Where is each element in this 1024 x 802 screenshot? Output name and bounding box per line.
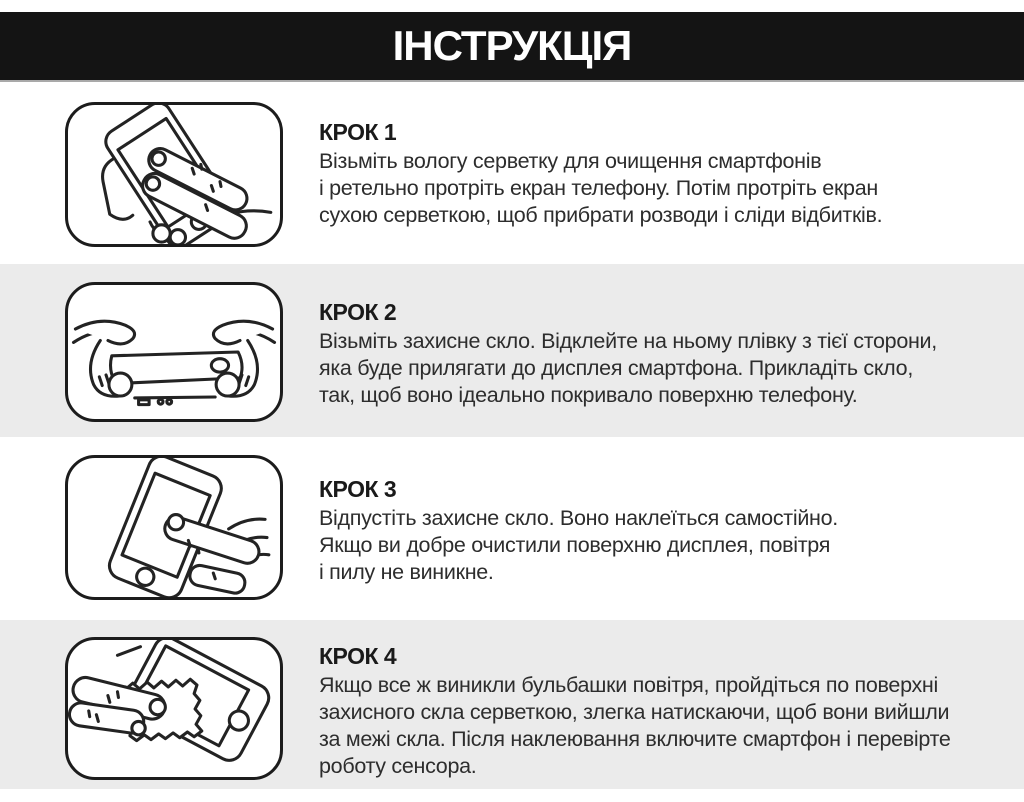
step-4-line-1: Якщо все ж виникли бульбашки повітря, пройдіться по поверхні bbox=[319, 673, 938, 697]
step-4-line-3: за межі скла. Після наклеювання включите смартфон і перевірте bbox=[319, 727, 951, 751]
step-1-line-3: сухою серветкою, щоб прибрати розводи і сліди відбитків. bbox=[319, 203, 883, 227]
step-4-row bbox=[0, 620, 1024, 789]
step-1-title: КРОК 1 bbox=[319, 119, 397, 145]
step-4-title: КРОК 4 bbox=[319, 643, 397, 669]
step-3-line-1: Відпустіть захисне скло. Воно наклеїться самостійно. bbox=[319, 506, 838, 530]
top-margin-strip bbox=[0, 0, 1024, 12]
step-2-line-2: яка буде прилягати до дисплея смартфона. Прикладіть скло, bbox=[319, 356, 914, 380]
step-3-line-2: Якщо ви добре очистили поверхню дисплея, повітря bbox=[319, 533, 831, 557]
step-3-text bbox=[319, 475, 838, 586]
step-4-line-2: захисного скла серветкою, злегка натискаючи, щоб вони вийшли bbox=[319, 700, 950, 724]
step-1-row bbox=[0, 82, 1024, 264]
step-2-title: КРОК 2 bbox=[319, 299, 397, 325]
wipe-screen-icon bbox=[68, 105, 280, 244]
step-2-text bbox=[319, 298, 937, 409]
step-1-text bbox=[319, 118, 882, 229]
step-2-row bbox=[0, 264, 1024, 437]
step-1-line-2: і ретельно протріть екран телефону. Потім протріть екран bbox=[319, 176, 878, 200]
page-title: ІНСТРУКЦІЯ bbox=[392, 22, 632, 69]
step-2-illustration-box bbox=[65, 282, 283, 422]
step-3-title: КРОК 3 bbox=[319, 476, 397, 502]
step-3-row bbox=[0, 437, 1024, 620]
step-1-line-1: Візьміть вологу серветку для очищення смартфонів bbox=[319, 149, 822, 173]
step-2-line-1: Візьміть захисне скло. Відклейте на ньому плівку з тієї сторони, bbox=[319, 329, 937, 353]
align-glass-icon bbox=[68, 285, 280, 419]
step-2-line-3: так, щоб воно ідеально покривало поверхню телефону. bbox=[319, 383, 858, 407]
smooth-bubbles-icon bbox=[68, 640, 280, 777]
step-3-illustration-box bbox=[65, 455, 283, 600]
step-1-illustration-box bbox=[65, 102, 283, 247]
step-3-line-3: і пилу не виникне. bbox=[319, 560, 494, 584]
bottom-margin-strip bbox=[0, 789, 1024, 802]
step-4-illustration-box bbox=[65, 637, 283, 780]
instruction-header-bar bbox=[0, 12, 1024, 82]
step-4-line-4: роботу сенсора. bbox=[319, 754, 477, 778]
step-4-text bbox=[319, 642, 951, 780]
press-screen-icon bbox=[68, 458, 280, 597]
